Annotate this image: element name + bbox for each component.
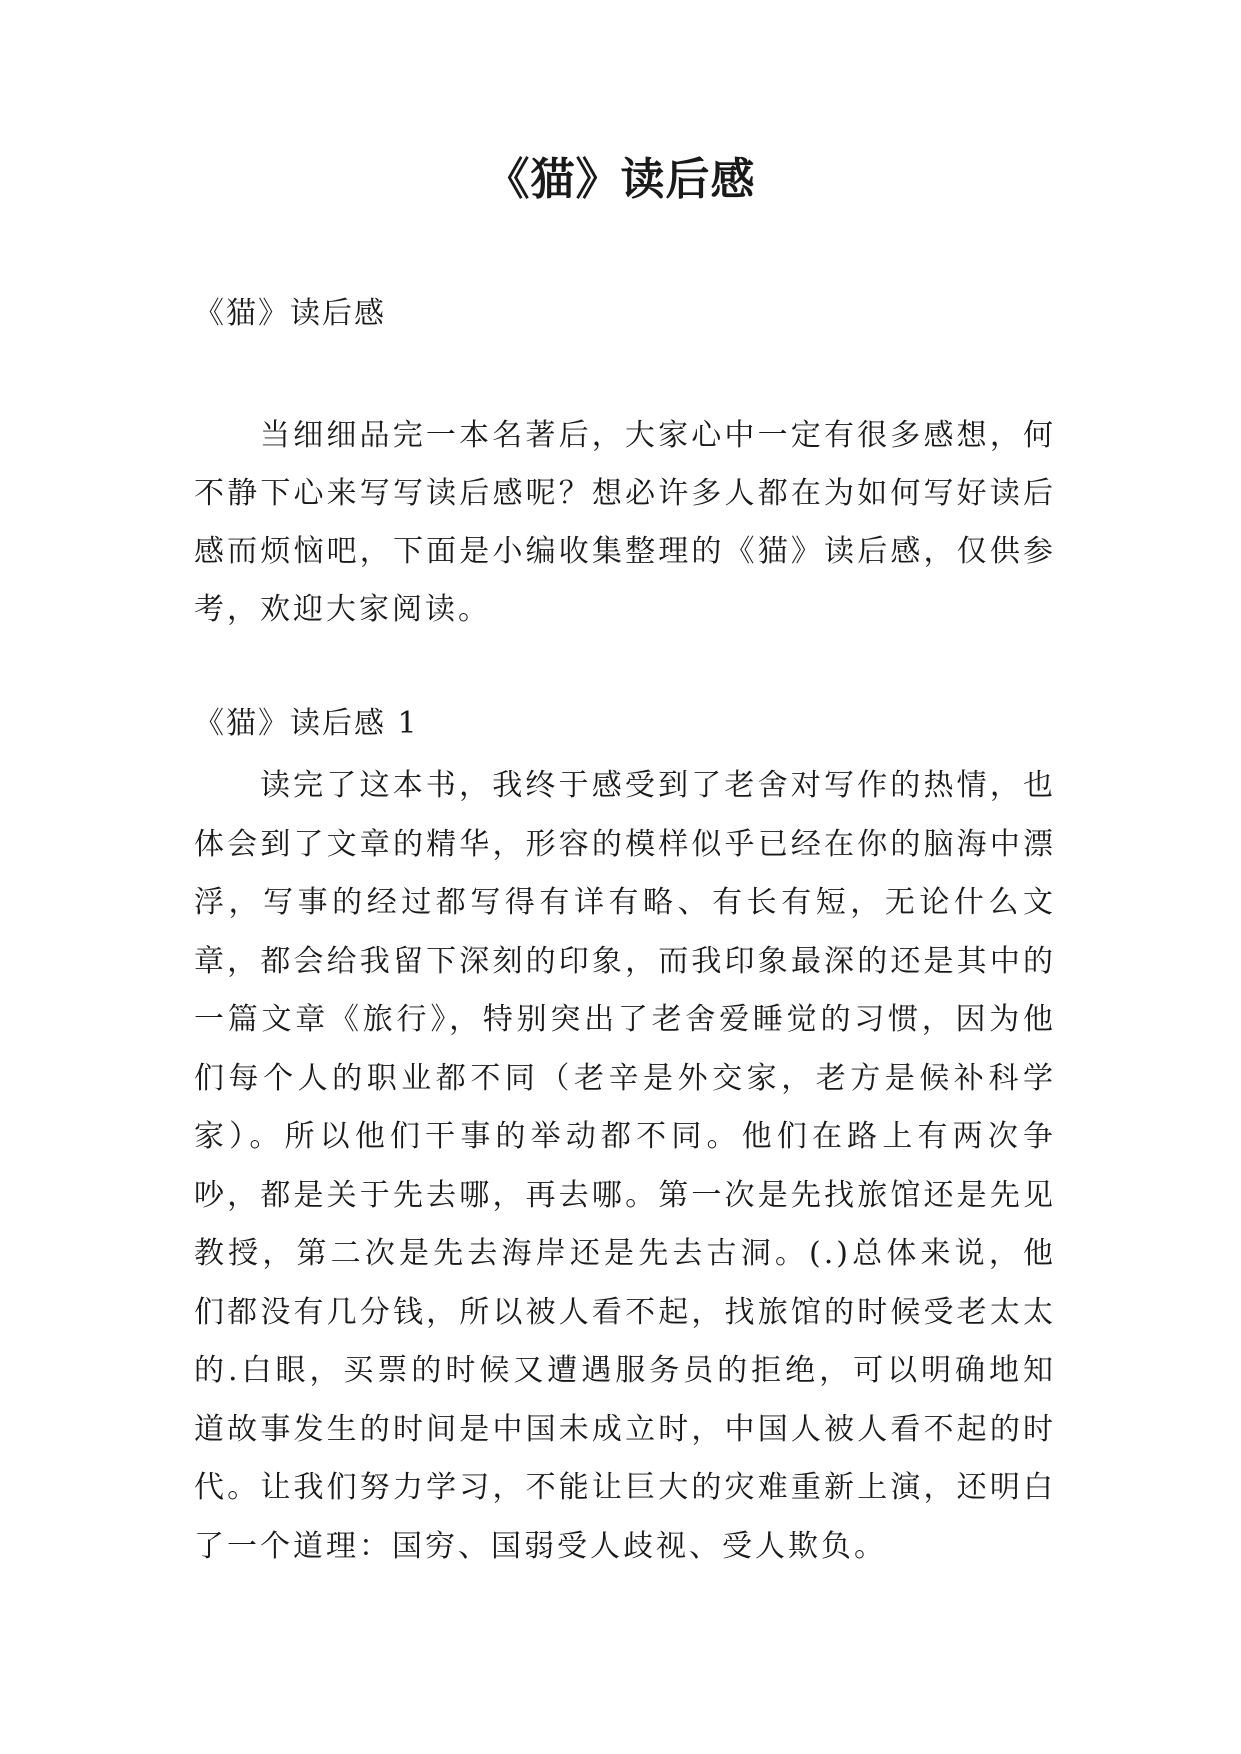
section-paragraph: 读完了这本书，我终于感受到了老舍对写作的热情，也体会到了文章的精华，形容的模样似乎已经在你的脑海中漂浮，写事的经过都写得有详有略、有长有短，无论什么文章，都会给我留下深刻的印象，而我印象最深的还是其中的一篇文章《旅行》，特别突出了老舍爱睡觉的习惯，因为他们每个人的职业都不同（老辛是外交家，老方是候补科学家）。所以他们干事的举动都不同。他们在路上有两次争吵，都是关于先去哪，再去哪。第一次是先找旅馆还是先见教授，第二次是先去海岸还是先去古洞。(.)总体来说，他们都没有几分钱，所以被人看不起，找旅馆的时候受老太太的.白眼，买票的时候又遭遇服务员的拒绝，可以明确地知道故事发生的时间是中国未成立时，中国人被人看不起的时代。让我们努力学习，不能让巨大的灾难重新上演，还明白了一个道理：国穷、国弱受人歧视、受人欺负。	[194, 768, 1056, 1564]
document-title: 《猫》读后感	[485, 154, 756, 205]
intro-paragraph: 当细细品完一本名著后，大家心中一定有很多感想，何不静下心来写写读后感呢？想必许多人都在为如何写好读后感而烦恼吧，下面是小编收集整理的《猫》读后感，仅供参考，欢迎大家阅读。	[194, 418, 1056, 627]
section-heading: 《猫》读后感 1	[194, 706, 419, 741]
document-subtitle: 《猫》读后感	[194, 296, 386, 331]
